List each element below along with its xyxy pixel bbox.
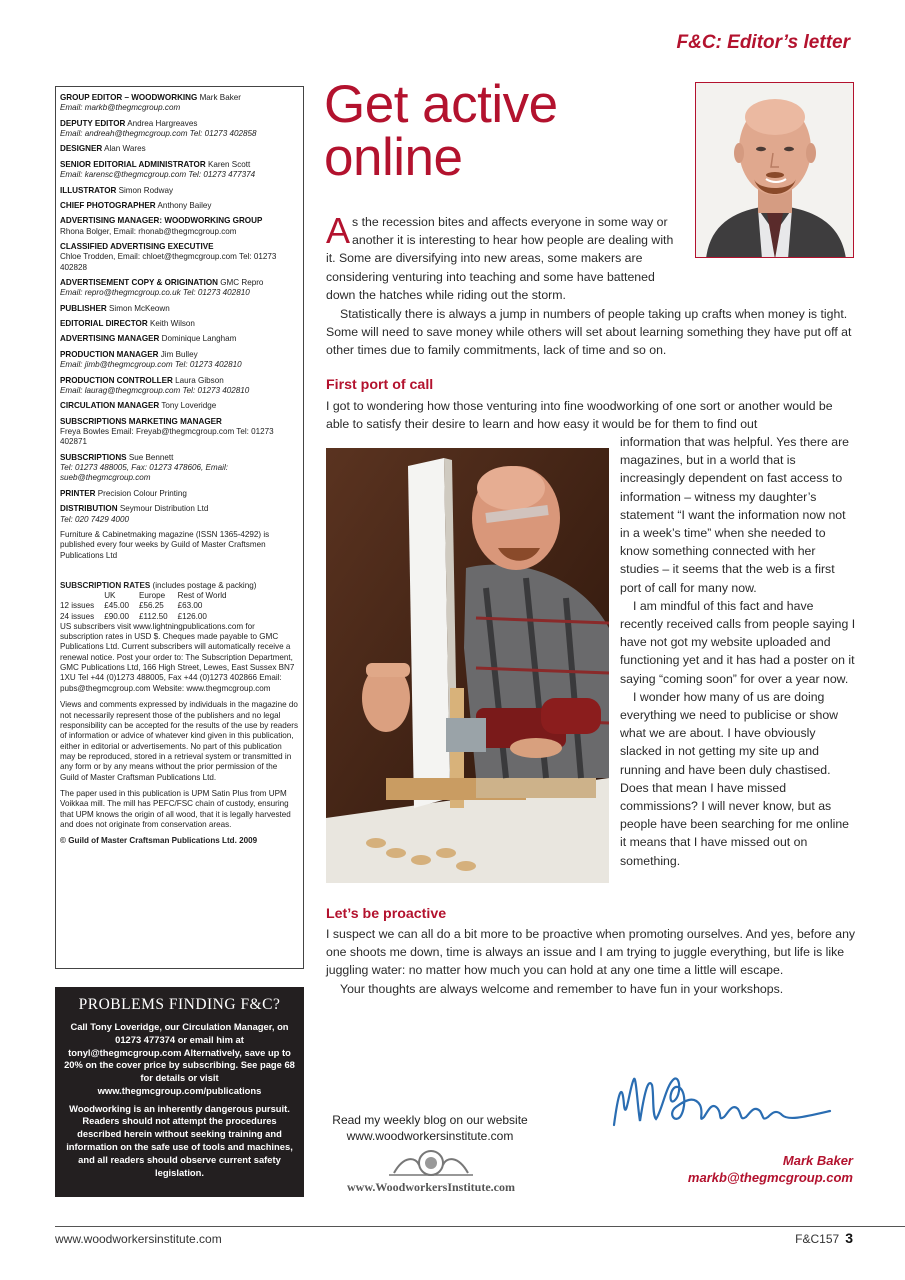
masthead-name: Simon McKeown xyxy=(109,303,170,313)
masthead-entry xyxy=(60,242,298,273)
article-paragraph-7: Your thoughts are always welcome and remember to have fun in your workshops. xyxy=(340,981,784,996)
masthead-name: GMC Repro xyxy=(220,278,264,288)
masthead-entry xyxy=(60,186,298,196)
rates-cell: £45.00 xyxy=(104,601,129,611)
masthead-role: PRODUCTION CONTROLLER xyxy=(60,375,173,385)
masthead-role: ILLUSTRATOR xyxy=(60,185,117,195)
rates-cell: 24 issues xyxy=(60,611,95,621)
masthead-entry xyxy=(60,304,298,314)
footer-page-info xyxy=(795,1230,853,1246)
masthead-role: CHIEF PHOTOGRAPHER xyxy=(60,200,156,210)
masthead-contact: Tel: 020 7429 4000 xyxy=(60,514,130,524)
woodworker-photo xyxy=(326,448,609,883)
signature-icon xyxy=(608,1065,838,1145)
masthead-credits xyxy=(55,86,304,969)
article-closing xyxy=(326,925,856,998)
footer-url[interactable]: www.woodworkersinstitute.com xyxy=(55,1232,222,1246)
article-paragraph-3: I got to wondering how those venturing into fine woodworking of one sort or another would be able to satisfy their desire to learn and how easy it would be for them to find out xyxy=(326,399,833,432)
rates-cell: £90.00 xyxy=(104,611,129,621)
signoff-email[interactable]: markb@thegmcgroup.com xyxy=(687,1169,853,1185)
footer-issue: F&C157 xyxy=(795,1232,840,1246)
masthead-name: Andrea Hargreaves xyxy=(127,118,198,128)
masthead-name: Keith Wilson xyxy=(149,319,195,329)
masthead-role: GROUP EDITOR – WOODWORKING xyxy=(60,93,198,102)
signoff-name: Mark Baker xyxy=(782,1153,853,1168)
editor-portrait-image xyxy=(696,83,854,258)
section-title: F&C: Editor’s letter xyxy=(676,32,850,53)
subscription-rates xyxy=(60,581,298,694)
masthead-name: Anthony Bailey xyxy=(157,200,212,210)
rates-cell: 12 issues xyxy=(60,601,95,611)
masthead-entry xyxy=(60,417,298,448)
masthead-role: CLASSIFIED ADVERTISING EXECUTIVE xyxy=(60,241,214,251)
masthead-role: DEPUTY EDITOR xyxy=(60,118,126,128)
masthead-contact: Email: jimb@thegmcgroup.com Tel: 01273 402810 xyxy=(60,360,242,370)
masthead-contact: Email: laurag@thegmcgroup.com Tel: 01273 402810 xyxy=(60,385,250,395)
subheading-proactive: Let’s be proactive xyxy=(326,906,447,922)
blog-promo xyxy=(330,1112,530,1144)
rates-cell: £126.00 xyxy=(177,611,207,621)
masthead-name: Laura Gibson xyxy=(175,375,224,385)
masthead-role: ADVERTISING MANAGER xyxy=(60,334,160,344)
masthead-role: PUBLISHER xyxy=(60,303,107,313)
masthead-entry xyxy=(60,93,298,114)
rates-note: (includes postage & packing) xyxy=(152,580,257,590)
article-paragraph-5: I wonder how many of us are doing everything we need to publicise or show what we are about. I have obviously slacked in not getting my site up and running and have been duly chastised. Does that mean I have missed commissions? I will never know, but as people have been searching for me online it means that I have missed out on something. xyxy=(620,689,850,868)
rates-cell: £56.25 xyxy=(138,601,164,611)
article-paragraph-3-cont: information that was helpful. Yes there are magazines, but in a world that is increasingly dependent on fast access to information – witness my daughter’s statement “I want the information now not in a week’s time” when she needed to know something connected with her studies – it seems that the web is a first port of call for many now. xyxy=(620,435,849,595)
rates-header-row xyxy=(60,591,237,601)
masthead-entry xyxy=(60,334,298,344)
rates-header-cell: Rest of World xyxy=(177,591,227,601)
masthead-entry xyxy=(60,144,298,154)
masthead-role: PRINTER xyxy=(60,488,96,498)
article-right-column xyxy=(620,433,856,870)
masthead-name: Dominique Langham xyxy=(161,334,237,344)
article-paragraph-2: Statistically there is always a jump in numbers of people taking up crafts when money is tight. Some will need to save money while others will set about learning something they have put off at other times due to family commitments, lack of time and so on. xyxy=(326,307,852,358)
blog-url[interactable]: www.woodworkersinstitute.com xyxy=(346,1129,514,1143)
masthead-name: Tony Loveridge xyxy=(161,401,217,411)
masthead-entry xyxy=(60,160,298,181)
masthead-entry xyxy=(60,119,298,140)
masthead-role: DESIGNER xyxy=(60,144,103,154)
masthead-role: ADVERTISING MANAGER: WOODWORKING GROUP xyxy=(60,216,263,226)
article-paragraph-4: I am mindful of this fact and have recently received calls from people saying I have not got my website uploaded and functioning yet and it has had a poster on it saying “coming soon” for over a year now. xyxy=(620,598,856,686)
masthead-entries xyxy=(60,93,298,525)
article-paragraph-1 xyxy=(326,210,678,304)
safety-warning: Woodworking is an inherently dangerous pursuit. Readers should not attempt the procedures described herein without seeking training and information on the safe use of tools and machines, and all readers should observe current safety legislation. xyxy=(66,1102,293,1178)
masthead-role: ADVERTISEMENT COPY & ORIGINATION xyxy=(60,278,218,288)
masthead-entry xyxy=(60,319,298,329)
page-number: 3 xyxy=(845,1230,853,1246)
masthead-entry xyxy=(60,401,298,411)
masthead-name: Jim Bulley xyxy=(160,349,198,359)
masthead-entry xyxy=(60,278,298,299)
problems-title: PROBLEMS FINDING F&C? xyxy=(78,996,281,1013)
masthead-contact: Email: repro@thegmcgroup.co.uk Tel: 01273 402810 xyxy=(60,288,250,298)
footer-divider xyxy=(55,1226,905,1227)
masthead-contact: Email: karensc@thegmcgroup.com Tel: 01273 477374 xyxy=(60,170,256,180)
disclaimer: Views and comments expressed by individuals in the magazine do not necessarily represent those of the publishers and no legal responsibility can be accepted for the results of the use by readers of information or advice of whatever kind given in this publication, either in editorial or advertisements. No part of this publication may be reproduced, stored in a retrieval system or transmitted in any form or by any means without the prior permission of the Guild of Master Craftsman Publications Ltd. xyxy=(60,700,298,782)
problems-finding-box xyxy=(55,987,304,1197)
article-paragraph-6: I suspect we can all do a bit more to be proactive when promoting ourselves. And yes, before any one shoots me down, time is always an issue and I am trying to juggle everything, but life is like juggling water: no matter how much you can hold at any one time a little will escape. xyxy=(326,927,856,978)
rates-title: SUBSCRIPTION RATES xyxy=(60,580,151,590)
paragraph-text: s the recession bites and affects everyone in some way or another it is interesting to hear how people are dealing with it. Some are diversifying into new areas, some makers are considering venturing into teaching and some have battened down the hatches while riding out the storm. xyxy=(326,215,674,302)
masthead-contact: Email: andreah@thegmcgroup.com Tel: 01273 402858 xyxy=(60,129,257,139)
woodworkers-institute-logo xyxy=(334,1145,528,1197)
rates-cell: £63.00 xyxy=(177,601,203,611)
masthead-entry xyxy=(60,453,298,484)
subheading-first-port: First port of call xyxy=(326,377,434,393)
rates-row xyxy=(60,612,237,622)
drop-cap: A xyxy=(326,210,351,251)
copyright: © Guild of Master Craftsman Publications Ltd. 2009 xyxy=(60,836,258,846)
masthead-name: Simon Rodway xyxy=(118,185,174,195)
masthead-entry xyxy=(60,376,298,397)
masthead-contact: Email: markb@thegmcgroup.com xyxy=(60,103,181,113)
blog-line-1: Read my weekly blog on our website xyxy=(332,1113,528,1127)
editor-portrait xyxy=(695,82,854,258)
masthead-name: Alan Wares xyxy=(104,144,146,154)
masthead-name: Precision Colour Printing xyxy=(97,488,187,498)
masthead-role: EDITORIAL DIRECTOR xyxy=(60,319,148,329)
rates-table xyxy=(60,591,237,621)
rates-details: US subscribers visit www.lightningpublications.com for subscription rates in USD $. Cheques made payable to GMC Publications Ltd. Current subscribers will automatically receive a renewal notice. Post your order to: The Subscription Department, GMC Publications Ltd, 166 High Street, Lewes, East Sussex BN7 1XU Tel +44 (0)1273 488005, Fax +44 (0)1273 402866 Email: pubs@thegmcgroup.com Website: www.thegmcgroup.com xyxy=(60,621,295,693)
rates-header-cell: UK xyxy=(104,591,116,601)
masthead-entry xyxy=(60,216,298,237)
signoff xyxy=(688,1153,853,1186)
woodworker-photo-image xyxy=(326,448,609,883)
issn-note: Furniture & Cabinetmaking magazine (ISSN 1365-4292) is published every four weeks by Guild of Master Craftsmen Publications Ltd xyxy=(60,529,270,560)
rates-header-cell: Europe xyxy=(138,591,166,601)
masthead-role: DISTRIBUTION xyxy=(60,504,118,514)
masthead-contact: Freya Bowles Email: Freyab@thegmcgroup.com Tel: 01273 402871 xyxy=(60,426,274,447)
masthead-name: Karen Scott xyxy=(207,159,251,169)
rates-cell: £112.50 xyxy=(138,611,168,621)
rates-row xyxy=(60,601,237,611)
masthead-entry xyxy=(60,489,298,499)
problems-text: Call Tony Loveridge, our Circulation Manager, on 01273 477374 or email him at tonyl@thegmcgroup.com Alternatively, save up to 20% on the cover price by subscribing. See page 68 for details or visit www.thegmcgroup.com/publications xyxy=(64,1021,295,1096)
rates-header-cell xyxy=(60,591,104,601)
masthead-role: CIRCULATION MANAGER xyxy=(60,401,160,411)
logo-emblem-icon xyxy=(334,1145,528,1181)
masthead-name: Sue Bennett xyxy=(128,452,174,462)
masthead-contact: Tel: 01273 488005, Fax: 01273 478606, Email: sueb@thegmcgroup.com xyxy=(60,463,228,483)
masthead-name: Mark Baker xyxy=(199,93,241,102)
masthead-role: PRODUCTION MANAGER xyxy=(60,349,159,359)
masthead-name: Seymour Distribution Ltd xyxy=(119,504,209,514)
masthead-entry xyxy=(60,201,298,211)
logo-wordmark: www.WoodworkersInstitute.com xyxy=(347,1180,515,1194)
masthead-role: SUBSCRIPTIONS xyxy=(60,452,127,462)
masthead-contact: Chloe Trodden, Email: chloet@thegmcgroup.com Tel: 01273 402828 xyxy=(60,252,277,272)
paper-note: The paper used in this publication is UPM Satin Plus from UPM Voikkaa mill. The mill has PEFC/FSC chain of custody, ensuring that UPM knows the origin of all wood, that it is legally harvested and does not originate from conservation areas. xyxy=(60,789,291,830)
masthead-entry xyxy=(60,504,298,525)
masthead-role: SUBSCRIPTIONS MARKETING MANAGER xyxy=(60,416,222,426)
article-headline: Get active online xyxy=(324,75,558,187)
masthead-entry xyxy=(60,350,298,371)
masthead-contact: Rhona Bolger, Email: rhonab@thegmcgroup.com xyxy=(60,226,237,236)
masthead-role: SENIOR EDITORIAL ADMINISTRATOR xyxy=(60,159,206,169)
